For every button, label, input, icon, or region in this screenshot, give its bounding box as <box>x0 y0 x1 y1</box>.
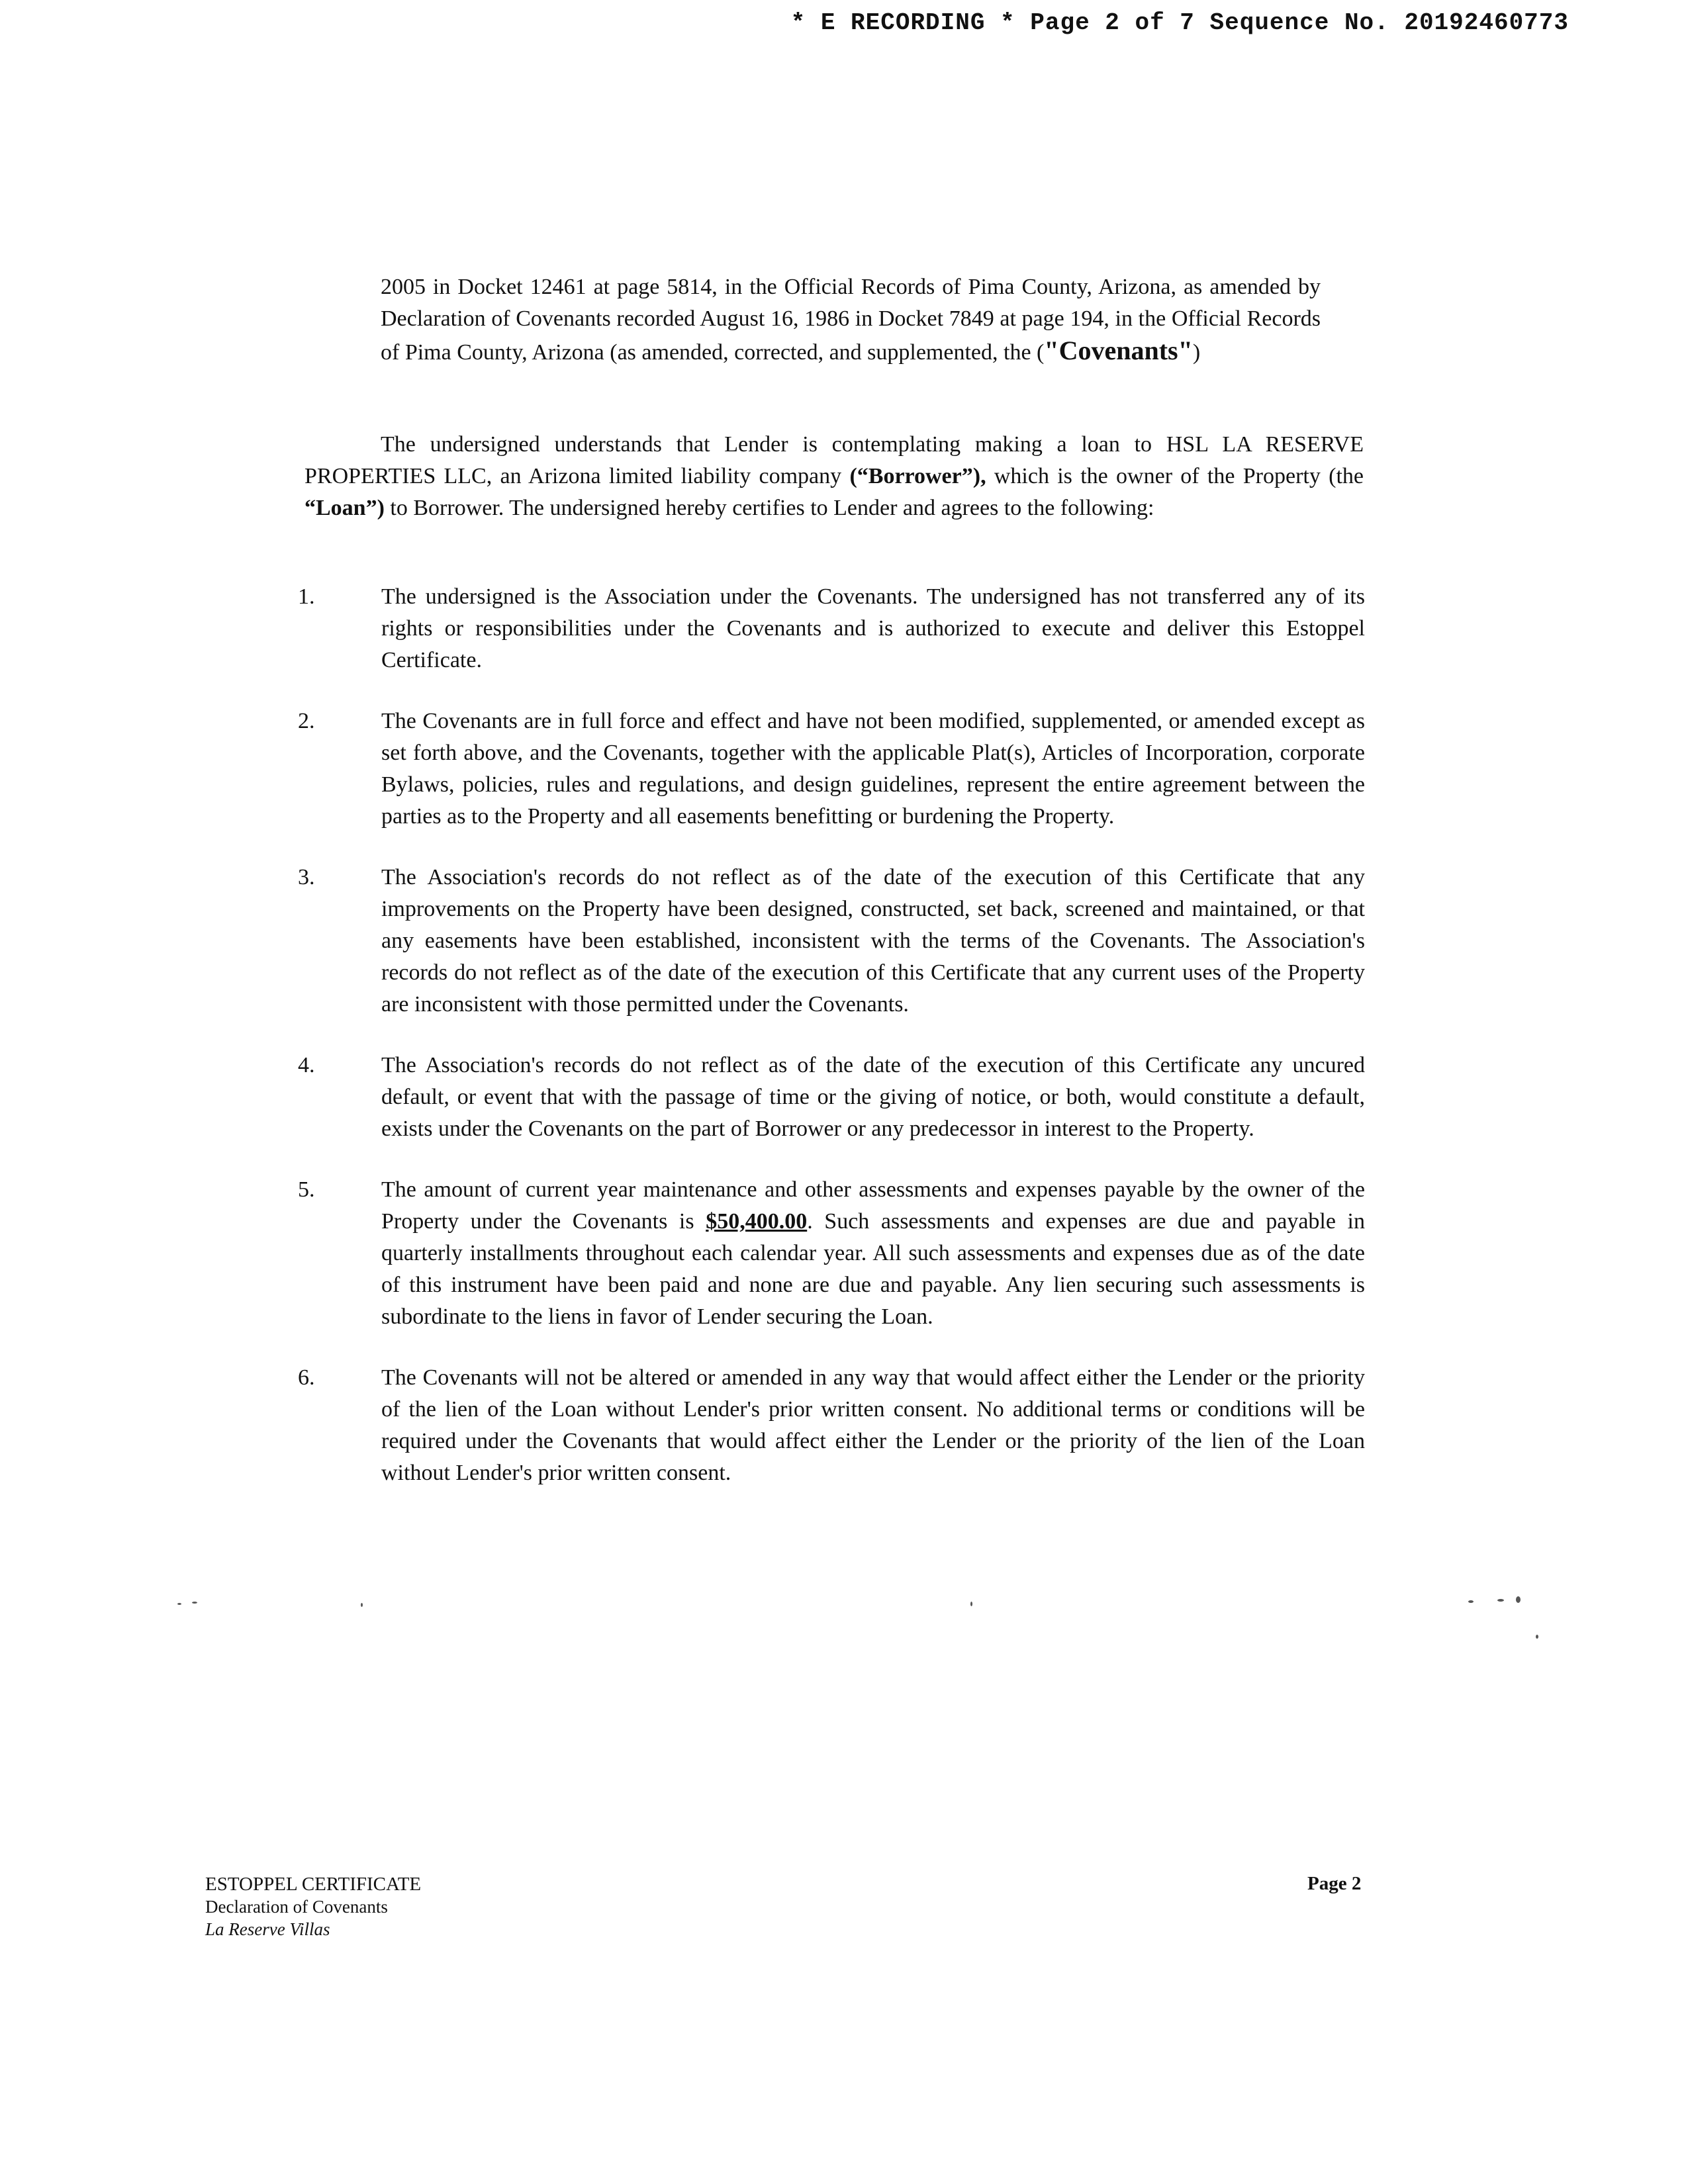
intro-text: 2005 in Docket 12461 at page 5814, in the Official Records of Pima County, Arizona, as amended by Declaration of Covenants recorded August 16, 1986 in Docket 7849 at page 194, in the Official Records of Pima County, Arizona (as amended, corrected, and supplemented, the ( <box>381 275 1321 365</box>
item-number: 5. <box>298 1177 315 1202</box>
intro-paragraph <box>381 271 1321 369</box>
item-number: 4. <box>298 1053 315 1077</box>
item-number: 1. <box>298 584 315 609</box>
understands-text-2: which is the owner of the Property (the <box>986 464 1364 488</box>
covenants-term: "Covenants" <box>1044 336 1193 365</box>
scan-speck <box>361 1603 363 1607</box>
scan-speck <box>1536 1635 1538 1639</box>
assessment-amount: $50,400.00 <box>706 1209 808 1234</box>
page-number: Page 2 <box>1307 1873 1362 1894</box>
footer-doc-title: ESTOPPEL CERTIFICATE <box>205 1874 422 1895</box>
document-footer <box>205 1873 421 1940</box>
list-item <box>298 1362 1365 1489</box>
list-item <box>298 1050 1365 1145</box>
intro-text-end: ) <box>1192 340 1201 365</box>
item-text: The Association's records do not reflect as of the date of the execution of this Certificate any uncured default, or event that with the passage of time or the giving of notice, or both, would constitute a default, exists under the Covenants on the part of Borrower or any predecessor in interest to the Property. <box>381 1053 1365 1141</box>
item-text: The undersigned is the Association under the Covenants. The undersigned has not transferred any of its rights or responsibilities under the Covenants and is authorized to execute and deliver this Estoppel Certificate. <box>381 584 1365 672</box>
item-number: 2. <box>298 709 315 733</box>
item-text: The Covenants are in full force and effect and have not been modified, supplemented, or amended except as set forth above, and the Covenants, together with the applicable Plat(s), Articles of Incorporation, corporate Bylaws, policies, rules and regulations, and design guidelines, represent the entire agreement between the parties as to the Property and all easements benefitting or burdening the Property. <box>381 709 1365 829</box>
footer-property-name: La Reserve Villas <box>205 1919 330 1939</box>
item-text-after-amount: . Such assessments and expenses are due and payable in quarterly installments throughout each calendar year. All such assessments and expenses due as of the date of this instrument have been paid and none are due and payable. Any lien securing such assessments is subordinate to the liens in favor of Lender securing the Loan. <box>381 1209 1365 1329</box>
item-number: 3. <box>298 865 315 889</box>
item-text: The Covenants will not be altered or amended in any way that would affect either the Lender or the priority of the lien of the Loan without Lender's prior written consent. No additional terms or conditions will be required under the Covenants that would affect either the Lender or the priority of the lien of the Loan without Lender's prior written consent. <box>381 1365 1365 1485</box>
borrower-term: (“Borrower”), <box>849 464 986 488</box>
list-item <box>298 705 1365 833</box>
understands-text-3: to Borrower. The undersigned hereby certifies to Lender and agrees to the following: <box>384 496 1154 520</box>
understands-paragraph <box>305 429 1364 524</box>
scan-speck <box>970 1602 972 1606</box>
scan-speck <box>1516 1596 1521 1603</box>
scan-speck <box>177 1603 181 1605</box>
footer-doc-subtitle: Declaration of Covenants <box>205 1897 388 1917</box>
item-text-before-amount: The amount of current year maintenance and other assessments and expenses payable by the owner of the Property under the Covenants is <box>381 1177 1365 1234</box>
item-number: 6. <box>298 1365 315 1390</box>
item-text: The Association's records do not reflect as of the date of the execution of this Certificate that any improvements on the Property have been designed, constructed, set back, screened and maintained, or that any easements have been established, inconsistent with the terms of the Covenants. The Association's records do not reflect as of the date of the execution of this Certificate that any current uses of the Property are inconsistent with those permitted under the Covenants. <box>381 865 1365 1017</box>
scan-speck <box>192 1602 197 1604</box>
scan-speck <box>1497 1599 1504 1602</box>
item-text <box>381 1174 1365 1333</box>
recording-header: * E RECORDING * Page 2 of 7 Sequence No. 20192460773 <box>790 9 1569 36</box>
scan-speck <box>1468 1600 1474 1603</box>
loan-term: “Loan”) <box>305 496 385 520</box>
list-item <box>298 862 1365 1021</box>
list-item <box>298 581 1365 676</box>
certification-list <box>298 581 1365 1518</box>
understands-text-1: The undersigned understands that Lender is contemplating making a loan to HSL LA RESERVE PROPERTIES LLC, an Arizona limited liability company <box>305 432 1364 488</box>
list-item <box>298 1174 1365 1333</box>
